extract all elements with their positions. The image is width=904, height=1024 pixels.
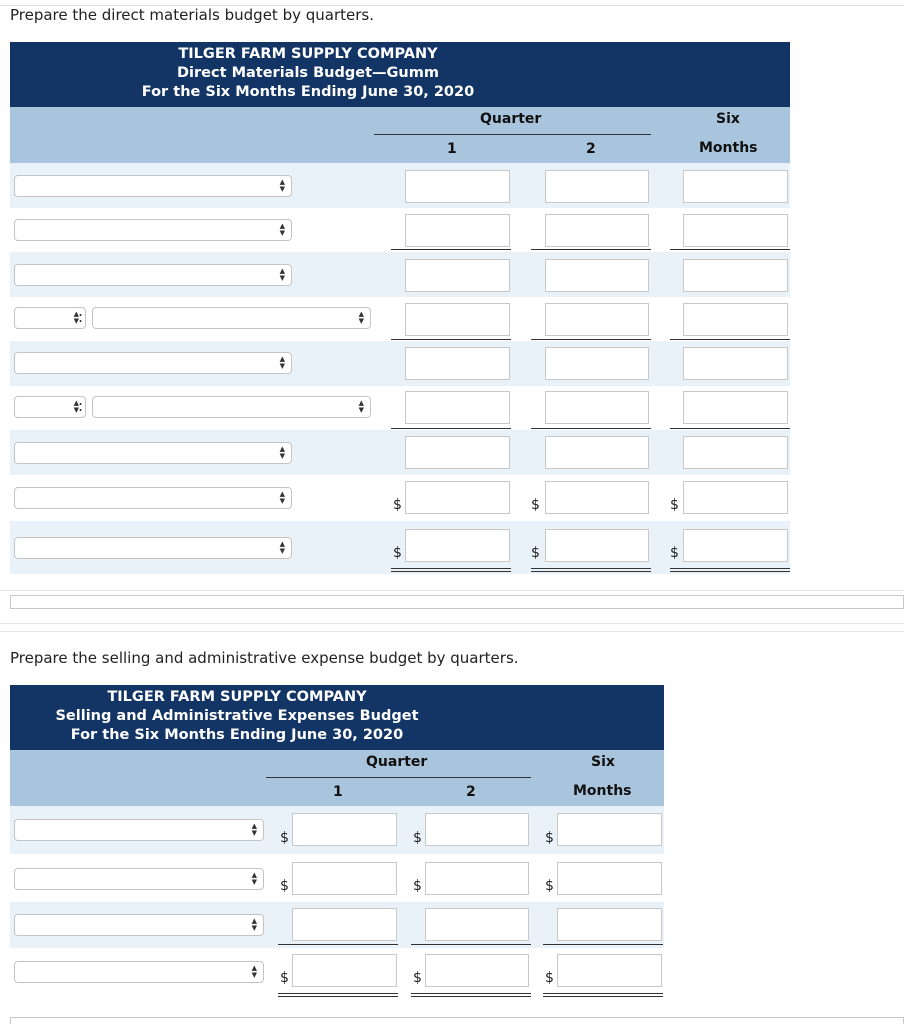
row-label-select[interactable] (14, 352, 292, 374)
subtotal-rule (391, 428, 511, 429)
materials-column-header (10, 107, 790, 163)
materials-table-header (10, 42, 790, 107)
divider (0, 590, 904, 591)
q2-input[interactable] (545, 391, 649, 424)
subtotal-rule (278, 944, 398, 945)
divider (0, 631, 904, 632)
q2-input[interactable] (545, 436, 649, 469)
dollar-sign: $ (413, 878, 422, 894)
dollar-sign: $ (393, 497, 402, 513)
six-months-input[interactable] (557, 813, 662, 846)
feedback-bar (10, 595, 904, 609)
row-label-select[interactable] (14, 487, 292, 509)
q2-input[interactable] (545, 481, 649, 514)
subtotal-rule (670, 249, 790, 250)
q2-input[interactable] (545, 303, 649, 336)
quarter-rule (374, 134, 651, 135)
dollar-sign: $ (545, 970, 554, 986)
subtotal-rule (531, 249, 651, 250)
row-label-select[interactable] (92, 307, 371, 329)
materials-col-q2: 2 (586, 141, 596, 157)
six-months-input[interactable] (557, 862, 662, 895)
total-double-rule (278, 993, 398, 997)
materials-quarter-label: Quarter (480, 111, 542, 127)
select-arrows-icon: ▲ ▼ (358, 399, 364, 414)
dollar-sign: $ (280, 970, 289, 986)
selling-period: For the Six Months Ending June 30, 2020 (70, 727, 404, 743)
six-months-input[interactable] (683, 529, 788, 562)
total-double-rule (391, 568, 511, 572)
select-arrows-icon: ▲ ▼ (358, 310, 364, 325)
q1-input[interactable] (292, 908, 397, 941)
subtotal-rule (531, 339, 651, 340)
six-months-input[interactable] (683, 347, 788, 380)
selling-prompt: Prepare the selling and administrative expense budget by quarters. (10, 649, 519, 667)
subtotal-rule (531, 428, 651, 429)
row-label-select[interactable] (92, 396, 371, 418)
q1-input[interactable] (292, 813, 397, 846)
selling-col-q2: 2 (466, 784, 476, 800)
q2-input[interactable] (425, 954, 529, 987)
selling-quarter-label: Quarter (366, 754, 428, 770)
operator-select[interactable] (14, 307, 86, 329)
q1-input[interactable] (405, 259, 510, 292)
select-arrows-icon: ▲ ▼ (279, 540, 285, 555)
select-arrows-icon: ▲ ▼ (279, 445, 285, 460)
q1-input[interactable] (405, 347, 510, 380)
select-arrows-icon: ▲ ▼ (251, 871, 257, 886)
q1-input[interactable] (405, 170, 510, 203)
materials-title: Direct Materials Budget—Gumm (177, 65, 439, 81)
select-arrows-icon: ▲ ▼ (73, 310, 79, 325)
select-arrows-icon: ▲ ▼ (73, 399, 79, 414)
dollar-sign: $ (531, 497, 540, 513)
colon: : (78, 308, 84, 326)
six-months-input[interactable] (557, 908, 662, 941)
colon: : (78, 397, 84, 415)
feedback-bar (10, 1017, 904, 1024)
six-months-input[interactable] (683, 436, 788, 469)
subtotal-rule (391, 249, 511, 250)
q2-input[interactable] (425, 813, 529, 846)
operator-select[interactable] (14, 396, 86, 418)
expense-select[interactable] (14, 961, 264, 983)
select-arrows-icon: ▲ ▼ (251, 822, 257, 837)
select-arrows-icon: ▲ ▼ (279, 355, 285, 370)
selling-col-q1: 1 (333, 784, 343, 800)
select-arrows-icon: ▲ ▼ (279, 490, 285, 505)
total-double-rule (543, 993, 663, 997)
q2-input[interactable] (425, 908, 529, 941)
dollar-sign: $ (393, 545, 402, 561)
q1-input[interactable] (405, 391, 510, 424)
materials-company: TILGER FARM SUPPLY COMPANY (178, 46, 438, 62)
q1-input[interactable] (405, 303, 510, 336)
materials-prompt: Prepare the direct materials budget by quarters. (10, 6, 374, 24)
total-double-rule (531, 568, 651, 572)
selling-col-six-top: Six (591, 754, 615, 770)
six-months-input[interactable] (683, 259, 788, 292)
q2-input[interactable] (545, 529, 649, 562)
dollar-sign: $ (413, 970, 422, 986)
q2-input[interactable] (425, 862, 529, 895)
select-arrows-icon: ▲ ▼ (251, 917, 257, 932)
total-double-rule (411, 993, 531, 997)
dollar-sign: $ (280, 830, 289, 846)
q1-input[interactable] (405, 214, 510, 247)
select-arrows-icon: ▲ ▼ (279, 178, 285, 193)
dollar-sign: $ (545, 830, 554, 846)
q1-input[interactable] (405, 481, 510, 514)
q1-input[interactable] (405, 529, 510, 562)
expense-select[interactable] (14, 819, 264, 841)
row-label-select[interactable] (14, 537, 292, 559)
select-arrows-icon: ▲ ▼ (279, 267, 285, 282)
dollar-sign: $ (670, 497, 679, 513)
dollar-sign: $ (413, 830, 422, 846)
six-months-input[interactable] (683, 214, 788, 247)
dollar-sign: $ (670, 545, 679, 561)
six-months-input[interactable] (683, 481, 788, 514)
subtotal-rule (411, 944, 531, 945)
divider (0, 623, 904, 624)
six-months-input[interactable] (683, 391, 788, 424)
subtotal-rule (543, 944, 663, 945)
six-months-input[interactable] (557, 954, 662, 987)
materials-period: For the Six Months Ending June 30, 2020 (141, 84, 475, 100)
select-arrows-icon: ▲ ▼ (279, 222, 285, 237)
total-double-rule (670, 568, 790, 572)
q2-input[interactable] (545, 170, 649, 203)
row-label-select[interactable] (14, 264, 292, 286)
q1-input[interactable] (292, 862, 397, 895)
selling-company: TILGER FARM SUPPLY COMPANY (107, 689, 367, 705)
row-label-select[interactable] (14, 442, 292, 464)
expense-select[interactable] (14, 868, 264, 890)
dollar-sign: $ (531, 545, 540, 561)
row-label-select[interactable] (14, 219, 292, 241)
six-months-input[interactable] (683, 303, 788, 336)
q2-input[interactable] (545, 214, 649, 247)
dollar-sign: $ (280, 878, 289, 894)
q2-input[interactable] (545, 347, 649, 380)
materials-col-six-bottom: Months (699, 140, 758, 156)
subtotal-rule (670, 339, 790, 340)
expense-select[interactable] (14, 914, 264, 936)
quarter-rule (266, 777, 531, 778)
q2-input[interactable] (545, 259, 649, 292)
select-arrows-icon: ▲ ▼ (251, 964, 257, 979)
subtotal-rule (670, 428, 790, 429)
subtotal-rule (391, 339, 511, 340)
selling-table-header (10, 685, 664, 750)
q1-input[interactable] (292, 954, 397, 987)
dollar-sign: $ (545, 878, 554, 894)
row-label-select[interactable] (14, 175, 292, 197)
materials-col-six-top: Six (716, 111, 740, 127)
selling-col-six-bottom: Months (573, 783, 632, 799)
materials-col-q1: 1 (447, 141, 457, 157)
q1-input[interactable] (405, 436, 510, 469)
six-months-input[interactable] (683, 170, 788, 203)
selling-title: Selling and Administrative Expenses Budget (55, 708, 419, 724)
selling-column-header (10, 750, 664, 806)
